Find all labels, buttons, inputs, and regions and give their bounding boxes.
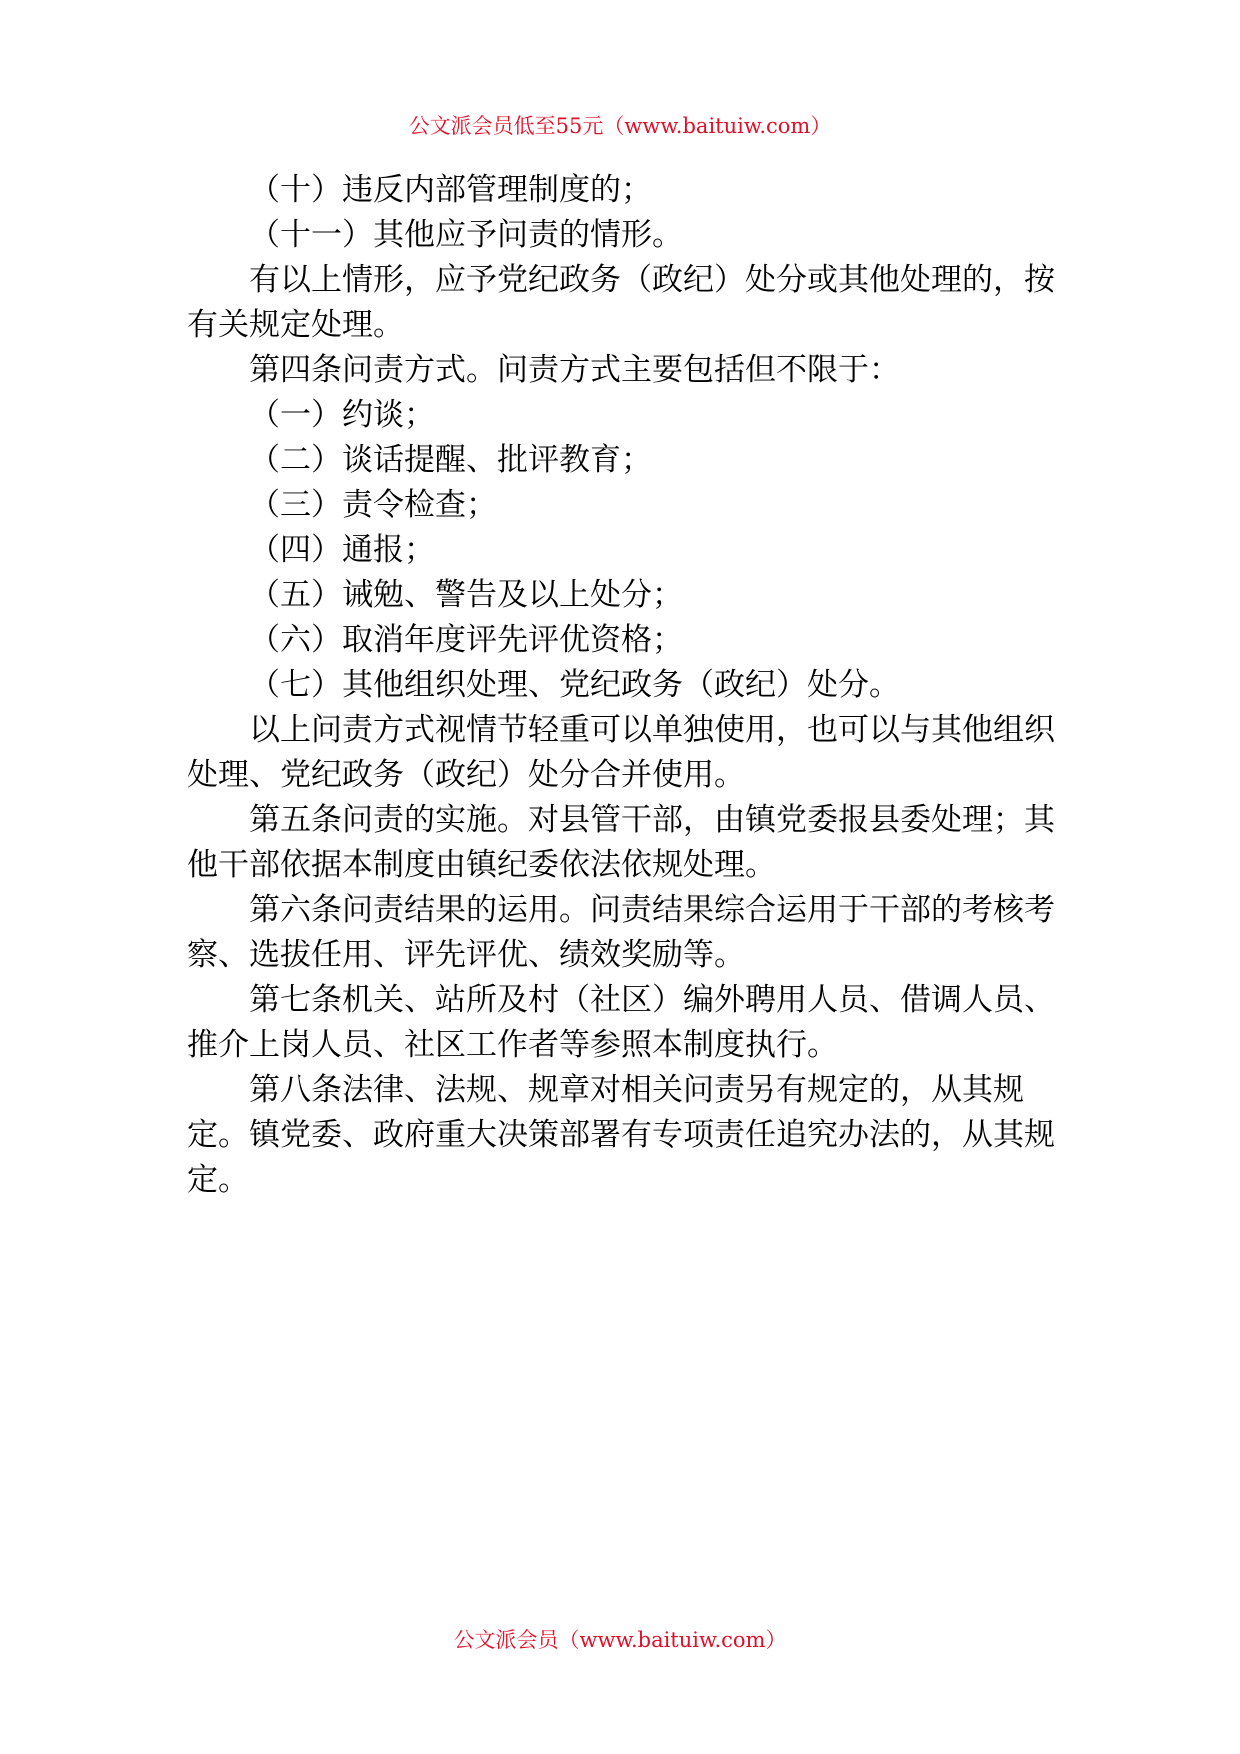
page-footer-watermark: 公文派会员（www.baituiw.com）	[453, 1628, 787, 1652]
paragraph-method-3: （三）责令检查；	[249, 487, 497, 523]
paragraph-item-10: （十）违反内部管理制度的；	[249, 172, 652, 208]
page-header-watermark: 公文派会员低至55元（www.baituiw.com）	[408, 114, 832, 138]
paragraph-article-7: 第七条机关、站所及村（社区）编外聘用人员、借调人员、推介上岗人员、社区工作者等参照本制度执行。	[187, 982, 1055, 1063]
paragraph-method-6: （六）取消年度评先评优资格；	[249, 622, 683, 658]
paragraph-method-5: （五）诫勉、警告及以上处分；	[249, 577, 683, 613]
paragraph-article-5: 第五条问责的实施。对县管干部，由镇党委报县委处理；其他干部依据本制度由镇纪委依法依规处理。	[187, 802, 1055, 883]
paragraph-item-11: （十一）其他应予问责的情形。	[249, 217, 683, 253]
paragraph-article-4: 第四条问责方式。问责方式主要包括但不限于：	[249, 352, 900, 388]
paragraph-method-usage: 以上问责方式视情节轻重可以单独使用，也可以与其他组织处理、党纪政务（政纪）处分合并使用。	[187, 712, 1055, 793]
paragraph-article-8: 第八条法律、法规、规章对相关问责另有规定的，从其规定。镇党委、政府重大决策部署有专项责任追究办法的，从其规定。	[187, 1072, 1055, 1198]
paragraph-method-2: （二）谈话提醒、批评教育；	[249, 442, 652, 478]
paragraph-method-7: （七）其他组织处理、党纪政务（政纪）处分。	[249, 667, 900, 703]
paragraph-method-4: （四）通报；	[249, 532, 435, 568]
paragraph-method-1: （一）约谈；	[249, 397, 435, 433]
paragraph-article-6: 第六条问责结果的运用。问责结果综合运用于干部的考核考察、选拔任用、评先评优、绩效奖励等。	[187, 892, 1055, 973]
paragraph-handling-note: 有以上情形，应予党纪政务（政纪）处分或其他处理的，按有关规定处理。	[187, 262, 1055, 343]
document-body	[187, 168, 1057, 1203]
